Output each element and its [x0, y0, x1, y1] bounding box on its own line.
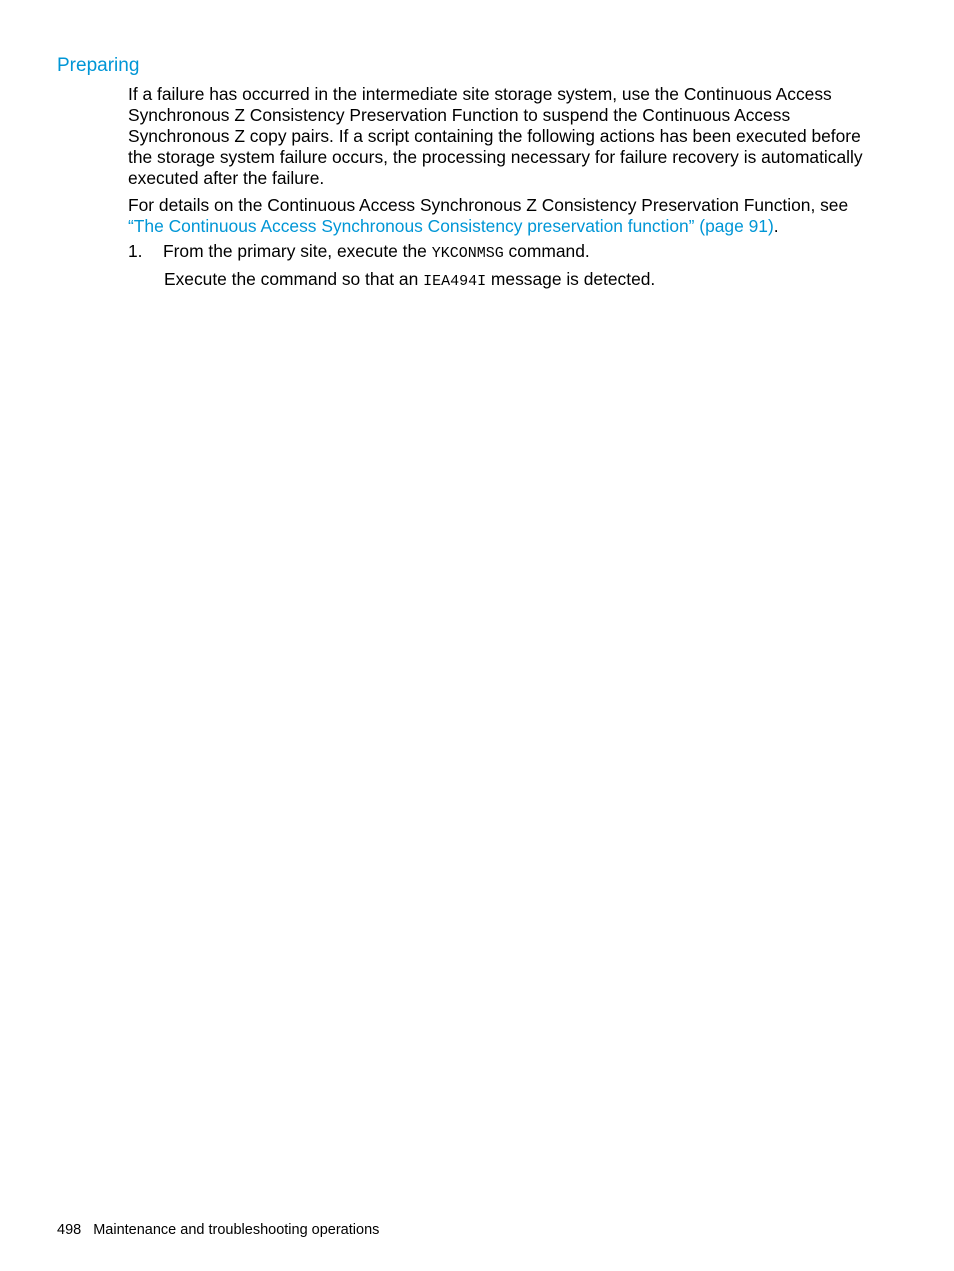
step-detail-end: message is detected. — [486, 269, 656, 289]
page-number: 498 — [57, 1222, 82, 1238]
footer-title: Maintenance and troubleshooting operations — [93, 1222, 380, 1238]
step-number: 1. — [128, 241, 143, 261]
command-code: YKCONMSG — [431, 245, 504, 262]
details-text-end: . — [773, 216, 779, 236]
section-heading: Preparing — [57, 55, 140, 76]
step-text-end: command. — [503, 241, 590, 261]
details-paragraph — [128, 195, 868, 237]
intro-paragraph: If a failure has occurred in the intermediate site storage system, use the Continuous Access Synchronous Z Consistency Preservation Function to suspend the Continuous Access Synchronous Z copy pairs. If a script containing the following actions has been executed before the storage system failure occurs, the processing necessary for failure recovery is automatically executed after the failure. — [128, 84, 863, 188]
cross-reference-link[interactable]: “The Continuous Access Synchronous Consistency preservation function” (page 91) — [128, 216, 774, 236]
step-detail-start: Execute the command so that an — [164, 269, 424, 289]
step-detail — [164, 269, 655, 292]
step-text — [163, 241, 590, 264]
page-footer — [57, 1222, 379, 1238]
step-text-start: From the primary site, execute the — [163, 241, 432, 261]
message-code: IEA494I — [423, 273, 487, 290]
details-text: For details on the Continuous Access Synchronous Z Consistency Preservation Function, see — [128, 195, 849, 215]
